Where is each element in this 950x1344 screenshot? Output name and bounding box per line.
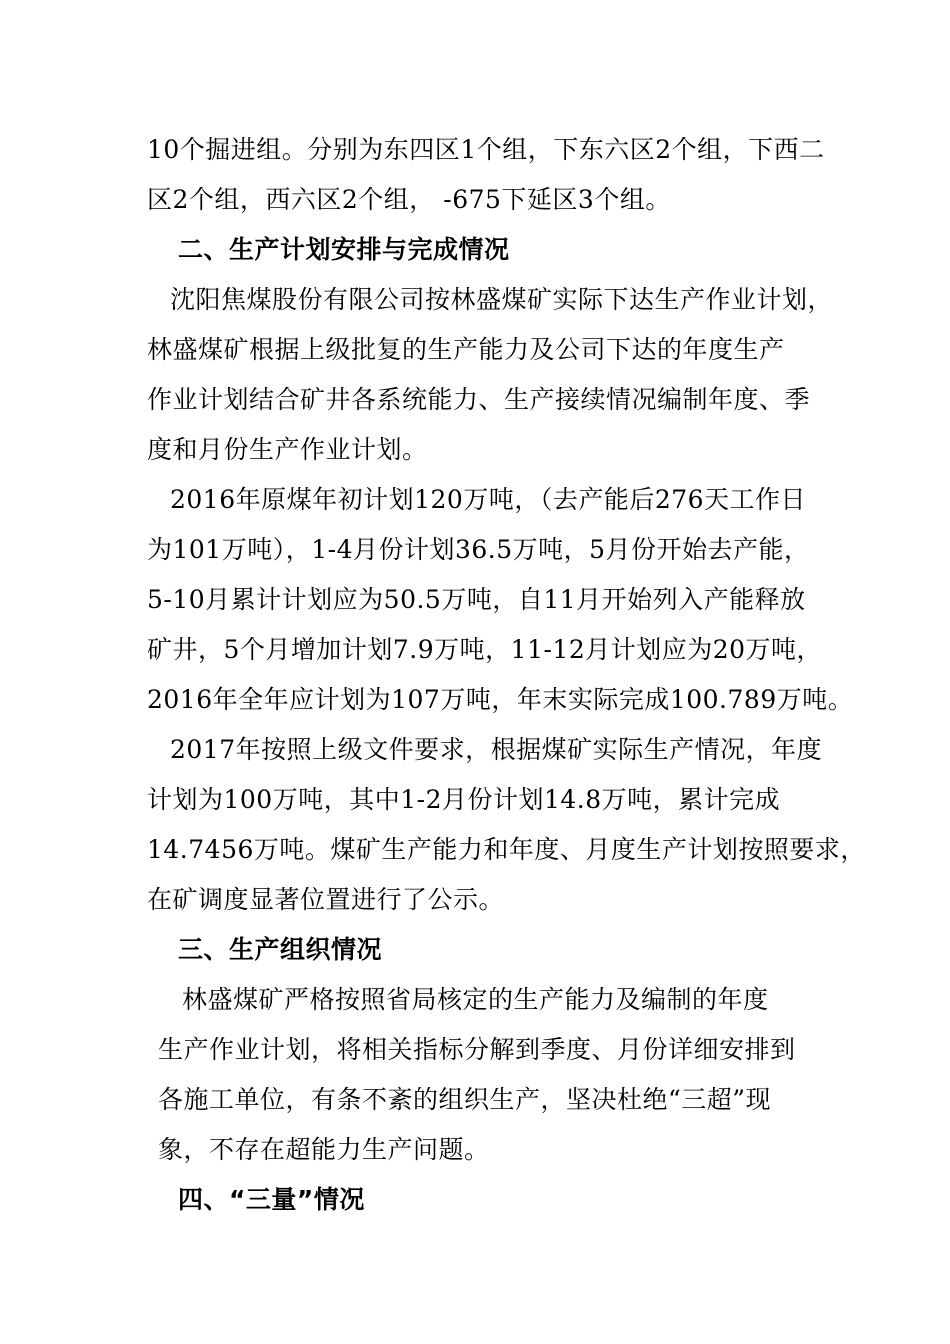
intro-line-1: 10个掘进组。分别为东四区1个组，下东六区2个组，下西二 (147, 135, 825, 164)
s2-p3-line-1: 2017年按照上级文件要求，根据煤矿实际生产情况，年度 (170, 735, 823, 764)
s2-p1-line-3: 作业计划结合矿井各系统能力、生产接续情况编制年度、季 (147, 385, 811, 414)
s2-p2-line-4: 矿井，5个月增加计划7.9万吨，11-12月计划应为20万吨， (147, 635, 823, 664)
s3-p1-line-1: 林盛煤矿严格按照省局核定的生产能力及编制的年度 (182, 985, 769, 1014)
section-heading-2: 二、生产计划安排与完成情况 (178, 235, 510, 264)
s2-p3-line-3: 14.7456万吨。煤矿生产能力和年度、月度生产计划按照要求， (147, 835, 866, 864)
s2-p1-line-2: 林盛煤矿根据上级批复的生产能力及公司下达的年度生产 (147, 335, 785, 364)
s2-p2-line-1: 2016年原煤年初计划120万吨，（去产能后276天工作日 (170, 485, 807, 514)
s2-p2-line-2: 为101万吨），1-4月份计划36.5万吨，5月份开始去产能， (147, 535, 810, 564)
intro-line-2: 区2个组，西六区2个组， -675下延区3个组。 (147, 185, 671, 214)
section-heading-4: 四、“三量”情况 (178, 1185, 365, 1214)
s2-p3-line-4: 在矿调度显著位置进行了公示。 (147, 885, 505, 914)
s2-p2-line-3: 5-10月累计计划应为50.5万吨，自11月开始列入产能释放 (147, 585, 806, 614)
s2-p2-line-5: 2016年全年应计划为107万吨，年末实际完成100.789万吨。 (147, 685, 854, 714)
s3-p1-line-4: 象，不存在超能力生产问题。 (158, 1135, 490, 1164)
section-heading-3: 三、生产组织情况 (178, 935, 383, 964)
s3-p1-line-2: 生产作业计划，将相关指标分解到季度、月份详细安排到 (158, 1035, 796, 1064)
s2-p3-line-2: 计划为100万吨，其中1-2月份计划14.8万吨，累计完成 (147, 785, 781, 814)
s2-p1-line-1: 沈阳焦煤股份有限公司按林盛煤矿实际下达生产作业计划， (170, 285, 834, 314)
s2-p1-line-4: 度和月份生产作业计划。 (147, 435, 428, 464)
s3-p1-line-3: 各施工单位，有条不紊的组织生产，坚决杜绝“三超”现 (158, 1085, 772, 1114)
